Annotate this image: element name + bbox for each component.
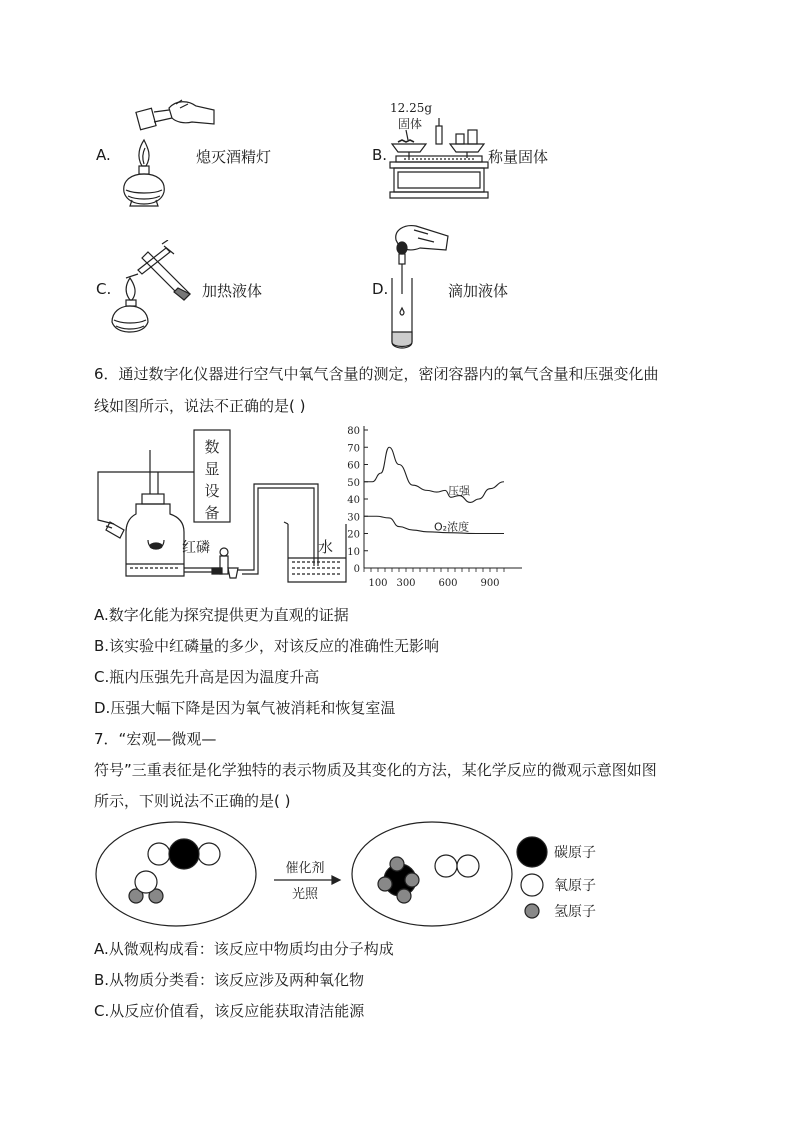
option-a-text: 熄灭酒精灯 bbox=[196, 148, 272, 166]
oxygen-series-label: O₂浓度 bbox=[434, 520, 470, 534]
device-char-1: 数 bbox=[204, 438, 220, 456]
legend-oxygen-icon bbox=[521, 874, 543, 896]
y-tick-label: 0 bbox=[353, 564, 360, 575]
q7-stem-line2: 符号”三重表征是化学独特的表示物质及其变化的方法，某化学反应的微观示意图如图 bbox=[94, 761, 657, 779]
oxygen-atom bbox=[198, 843, 220, 865]
pressure-oxygen-chart bbox=[334, 424, 534, 596]
option-b bbox=[370, 96, 590, 216]
q7-stem-line1: 7．“宏观—微观— bbox=[94, 730, 217, 748]
y-tick-label: 30 bbox=[347, 512, 360, 524]
y-tick-label: 70 bbox=[347, 443, 360, 455]
option-a-letter: A. bbox=[96, 146, 111, 164]
oxygen-atom bbox=[135, 871, 157, 893]
balance-illustration bbox=[384, 96, 494, 208]
q6-stem-line1: 6．通过数字化仪器进行空气中氧气含量的测定，密闭容器内的氧气含量和压强变化曲 bbox=[94, 365, 659, 383]
q7-choice-c: C.从反应价值看，该反应能获取清洁能源 bbox=[94, 1002, 365, 1020]
legend-hydrogen-label: 氢原子 bbox=[554, 904, 596, 920]
heating-tube-illustration bbox=[108, 240, 208, 336]
option-c-letter: C. bbox=[96, 280, 112, 298]
q7-stem-line3: 所示，下则说法不正确的是( ) bbox=[94, 792, 291, 810]
q6-stem-line2: 线如图所示，说法不正确的是( ) bbox=[94, 397, 306, 415]
legend-carbon-label: 碳原子 bbox=[554, 845, 596, 861]
reaction-diagram bbox=[94, 818, 654, 936]
products-oval bbox=[352, 822, 512, 926]
hydrogen-atom bbox=[378, 877, 392, 891]
device-char-4: 备 bbox=[204, 504, 220, 522]
option-c-text: 加热液体 bbox=[202, 282, 263, 300]
pressure-series-line bbox=[364, 447, 504, 502]
catalyst-label: 催化剂 bbox=[285, 861, 325, 876]
x-tick-label: 300 bbox=[396, 578, 416, 589]
device-char-3: 设 bbox=[204, 482, 220, 500]
hydrogen-atom bbox=[390, 857, 404, 871]
y-tick-label: 10 bbox=[347, 546, 360, 558]
y-tick-label: 80 bbox=[347, 426, 360, 437]
q6-choice-d: D.压强大幅下降是因为氧气被消耗和恢复室温 bbox=[94, 699, 396, 717]
reactants-oval bbox=[96, 822, 256, 926]
q7-choice-a: A.从微观构成看：该反应中物质均由分子构成 bbox=[94, 940, 394, 958]
option-b-text: 称量固体 bbox=[488, 148, 549, 166]
option-b-letter: B. bbox=[372, 146, 388, 164]
option-c bbox=[94, 240, 294, 340]
x-tick-label: 600 bbox=[438, 578, 458, 589]
y-tick-label: 40 bbox=[347, 495, 360, 506]
oxygen-atom bbox=[435, 855, 457, 877]
q6-choice-a: A.数字化能为探究提供更为直观的证据 bbox=[94, 606, 349, 624]
light-label: 光照 bbox=[291, 887, 319, 902]
device-char-2: 显 bbox=[204, 460, 220, 478]
mass-label: 12.25g bbox=[390, 101, 433, 115]
oxygen-atom bbox=[457, 855, 479, 877]
option-d-letter: D. bbox=[372, 280, 389, 298]
q6-choice-b: B.该实验中红磷量的多少，对该反应的准确性无影响 bbox=[94, 637, 440, 655]
pressure-series-label: 压强 bbox=[448, 484, 470, 498]
legend-carbon-icon bbox=[517, 837, 547, 867]
oxygen-apparatus bbox=[92, 428, 354, 588]
y-tick-label: 50 bbox=[347, 477, 360, 489]
option-d bbox=[370, 220, 590, 360]
water-label: 水 bbox=[318, 538, 334, 556]
x-tick-label: 100 bbox=[368, 578, 388, 589]
q7-choice-b: B.从物质分类看：该反应涉及两种氧化物 bbox=[94, 971, 365, 989]
hydrogen-atom bbox=[405, 873, 419, 887]
option-d-text: 滴加液体 bbox=[448, 282, 509, 300]
legend-hydrogen-icon bbox=[525, 904, 539, 918]
legend-oxygen-label: 氧原子 bbox=[554, 878, 596, 894]
option-a bbox=[94, 96, 294, 216]
x-tick-label: 900 bbox=[480, 578, 500, 589]
hydrogen-atom bbox=[397, 889, 411, 903]
carbon-atom bbox=[169, 839, 199, 869]
y-tick-label: 20 bbox=[347, 529, 360, 541]
solid-label: 固体 bbox=[398, 117, 423, 131]
oxygen-atom bbox=[148, 843, 170, 865]
red-phosphorus-label: 红磷 bbox=[182, 540, 210, 556]
q6-choice-c: C.瓶内压强先升高是因为温度升高 bbox=[94, 668, 320, 686]
y-tick-label: 60 bbox=[347, 460, 360, 472]
